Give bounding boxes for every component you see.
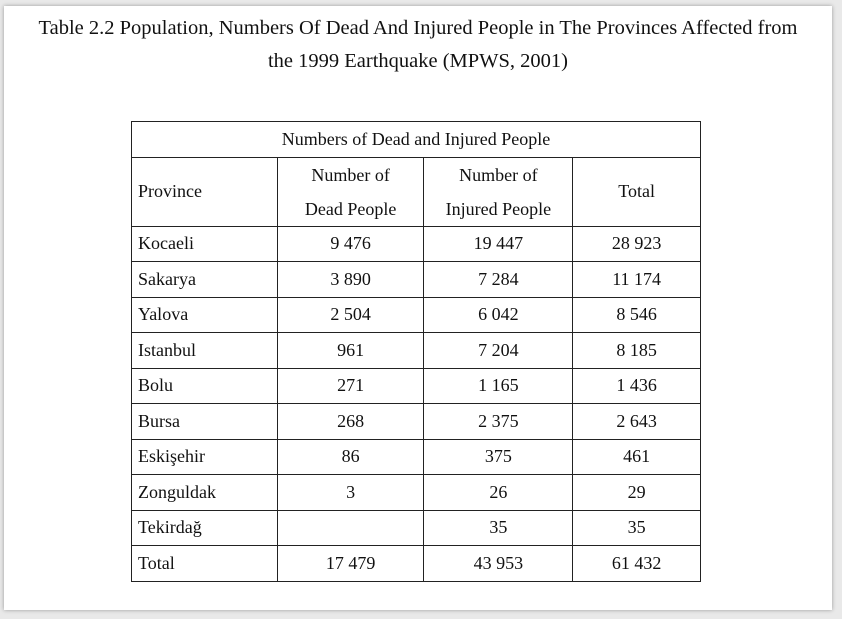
dead-cell: 17 479 — [277, 546, 424, 582]
province-cell: Eskişehir — [132, 439, 278, 475]
table-row — [132, 475, 701, 511]
column-header-row — [132, 157, 701, 226]
province-cell: Istanbul — [132, 333, 278, 369]
injured-cell: 1 165 — [424, 368, 573, 404]
injured-cell: 6 042 — [424, 297, 573, 333]
dead-cell: 3 890 — [277, 262, 424, 298]
casualties-table — [131, 121, 701, 582]
province-cell: Sakarya — [132, 262, 278, 298]
dead-cell — [277, 510, 424, 546]
dead-cell: 2 504 — [277, 297, 424, 333]
dead-cell: 9 476 — [277, 226, 424, 262]
injured-cell: 7 204 — [424, 333, 573, 369]
province-cell: Total — [132, 546, 278, 582]
dead-header-line-1: Number of — [311, 164, 390, 185]
province-cell: Bursa — [132, 404, 278, 440]
total-cell: 461 — [573, 439, 701, 475]
province-cell: Kocaeli — [132, 226, 278, 262]
total-row — [132, 546, 701, 582]
table-row — [132, 510, 701, 546]
total-header: Total — [573, 157, 701, 226]
dead-header-line-2: Dead People — [304, 198, 397, 219]
total-cell: 11 174 — [573, 262, 701, 298]
injured-cell: 2 375 — [424, 404, 573, 440]
province-header: Province — [132, 157, 278, 226]
total-cell: 28 923 — [573, 226, 701, 262]
caption-line-2: the 1999 Earthquake (MPWS, 2001) — [267, 50, 569, 72]
injured-cell: 19 447 — [424, 226, 573, 262]
total-cell: 35 — [573, 510, 701, 546]
dead-cell: 268 — [277, 404, 424, 440]
table-row — [132, 226, 701, 262]
injured-header-line-2: Injured People — [445, 198, 552, 219]
dead-cell: 86 — [277, 439, 424, 475]
injured-cell: 375 — [424, 439, 573, 475]
dead-header — [277, 157, 424, 226]
injured-header-line-1: Number of — [459, 164, 538, 185]
total-cell: 29 — [573, 475, 701, 511]
table-row — [132, 404, 701, 440]
table-row — [132, 297, 701, 333]
province-cell: Bolu — [132, 368, 278, 404]
province-cell: Yalova — [132, 297, 278, 333]
table-row — [132, 262, 701, 298]
injured-cell: 26 — [424, 475, 573, 511]
injured-cell: 7 284 — [424, 262, 573, 298]
dead-cell: 271 — [277, 368, 424, 404]
dead-cell: 3 — [277, 475, 424, 511]
province-cell: Zonguldak — [132, 475, 278, 511]
total-cell: 8 185 — [573, 333, 701, 369]
dead-cell: 961 — [277, 333, 424, 369]
group-header-row — [132, 122, 701, 158]
table-row — [132, 333, 701, 369]
group-header: Numbers of Dead and Injured People — [132, 122, 701, 158]
injured-header — [424, 157, 573, 226]
total-cell: 61 432 — [573, 546, 701, 582]
injured-cell: 35 — [424, 510, 573, 546]
injured-cell: 43 953 — [424, 546, 573, 582]
caption-line-1: Table 2.2 Population, Numbers Of Dead And Injured People in The Provinces Affected from — [38, 17, 798, 39]
table-row — [132, 439, 701, 475]
total-cell: 8 546 — [573, 297, 701, 333]
table-caption — [4, 12, 832, 78]
province-cell: Tekirdağ — [132, 510, 278, 546]
total-cell: 1 436 — [573, 368, 701, 404]
table-row — [132, 368, 701, 404]
total-cell: 2 643 — [573, 404, 701, 440]
